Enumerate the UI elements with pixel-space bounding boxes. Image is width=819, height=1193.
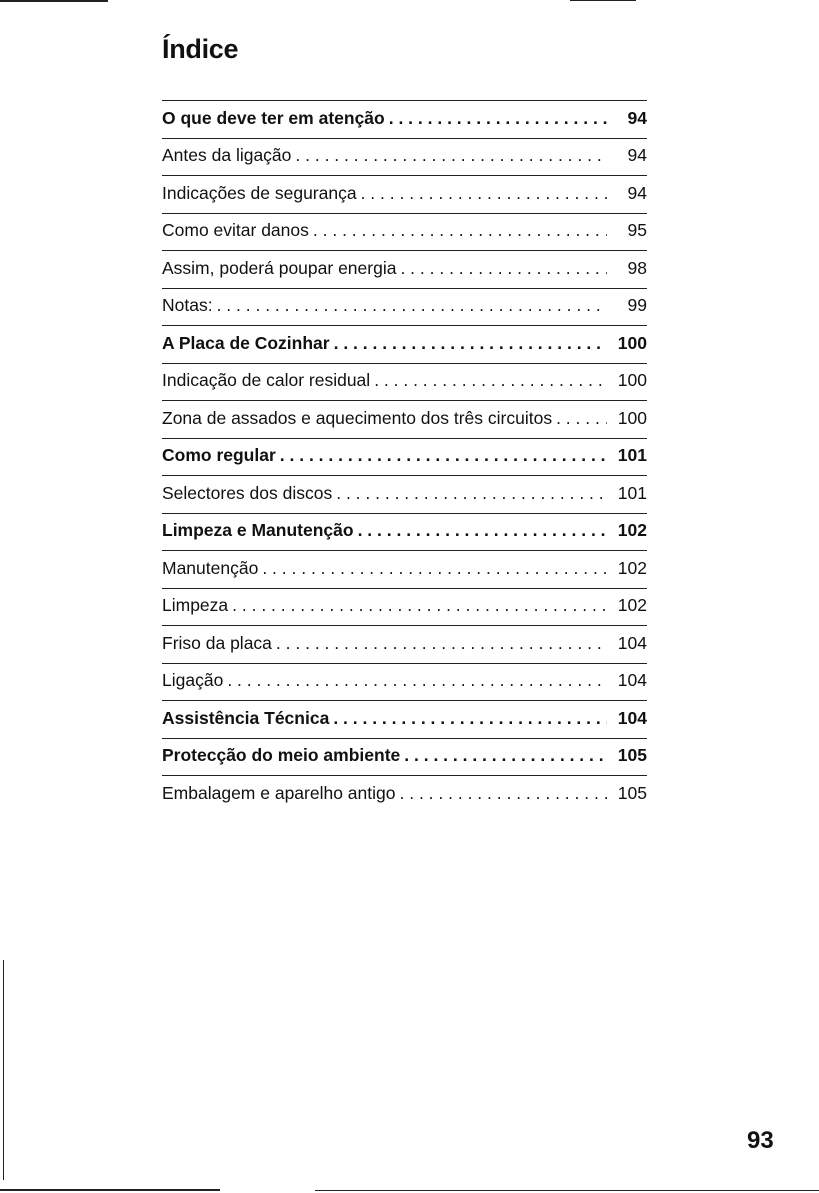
toc-section-row bbox=[162, 438, 647, 476]
toc-dot-leader bbox=[262, 558, 607, 579]
toc-entry-label: Antes da ligação bbox=[162, 145, 292, 165]
toc-entry-row bbox=[162, 213, 647, 251]
toc-entry-label: Indicação de calor residual bbox=[162, 370, 371, 390]
toc-dot-leader bbox=[232, 595, 607, 616]
toc-dot-leader bbox=[358, 520, 607, 541]
toc-entry-page: 94 bbox=[627, 182, 647, 203]
toc-entry-label: Assistência Técnica bbox=[162, 707, 330, 728]
toc-section-row bbox=[162, 700, 647, 738]
toc-entry-page: 95 bbox=[627, 220, 647, 240]
toc-entry-row bbox=[162, 475, 647, 513]
toc-entry-page: 101 bbox=[617, 445, 647, 465]
toc-entry-row bbox=[162, 138, 647, 176]
toc-entry-page: 104 bbox=[617, 707, 647, 728]
toc-dot-leader bbox=[389, 108, 607, 129]
toc-entry-row bbox=[162, 663, 647, 701]
toc-dot-leader bbox=[313, 220, 607, 241]
page-title: Índice bbox=[162, 34, 239, 64]
toc-dot-leader bbox=[400, 783, 608, 804]
toc-entry-label: A Placa de Cozinhar bbox=[162, 332, 330, 353]
toc-entry-page: 94 bbox=[627, 145, 647, 165]
toc-entry-page: 105 bbox=[617, 782, 647, 803]
toc-entry-label: Protecção do meio ambiente bbox=[162, 745, 401, 765]
toc-dot-leader bbox=[334, 333, 607, 354]
toc-entry-page: 102 bbox=[617, 595, 647, 615]
toc-entry-label: Manutenção bbox=[162, 557, 259, 578]
toc-entry-page: 99 bbox=[627, 295, 647, 315]
toc-dot-leader bbox=[276, 633, 607, 654]
toc-entry-page: 102 bbox=[617, 520, 647, 540]
scan-edge-top-right bbox=[570, 0, 636, 1]
toc-dot-leader bbox=[374, 370, 607, 391]
scan-edge-top-left bbox=[0, 0, 108, 2]
toc-entry-row bbox=[162, 400, 647, 438]
toc-entry-page: 104 bbox=[617, 632, 647, 653]
toc-entry-label: Assim, poderá poupar energia bbox=[162, 257, 397, 278]
toc-entry-page: 98 bbox=[627, 257, 647, 278]
toc-entry-page: 100 bbox=[617, 370, 647, 390]
toc-entry-page: 100 bbox=[617, 407, 647, 428]
toc-entry-page: 102 bbox=[617, 557, 647, 578]
toc-entry-row bbox=[162, 250, 647, 288]
toc-entry-row bbox=[162, 775, 647, 813]
toc-dot-leader bbox=[333, 708, 607, 729]
toc-dot-leader bbox=[336, 483, 607, 504]
toc-entry-label: Notas: bbox=[162, 295, 213, 315]
toc-entry-label: Limpeza bbox=[162, 595, 229, 615]
toc-entry-label: Indicações de segurança bbox=[162, 182, 357, 203]
toc-entry-page: 101 bbox=[617, 482, 647, 503]
toc-section-row bbox=[162, 738, 647, 776]
toc-dot-leader bbox=[217, 295, 607, 316]
toc-entry-label: Selectores dos discos bbox=[162, 482, 333, 503]
toc-section-row bbox=[162, 100, 647, 138]
toc-dot-leader bbox=[280, 445, 607, 466]
toc-section-row bbox=[162, 513, 647, 551]
toc-entry-label: Ligação bbox=[162, 670, 224, 690]
toc-entry-row bbox=[162, 288, 647, 326]
toc-dot-leader bbox=[404, 745, 607, 766]
scan-edge-bottom-right bbox=[315, 1190, 819, 1191]
toc-entry-row bbox=[162, 625, 647, 663]
toc-entry-row bbox=[162, 175, 647, 213]
toc-entry-page: 100 bbox=[617, 332, 647, 353]
page-number: 93 bbox=[747, 1127, 774, 1154]
toc-entry-label: Embalagem e aparelho antigo bbox=[162, 782, 396, 803]
toc-entry-label: Limpeza e Manutenção bbox=[162, 520, 354, 540]
toc-dot-leader bbox=[227, 670, 607, 691]
toc-entry-label: Friso da placa bbox=[162, 632, 272, 653]
toc-entry-row bbox=[162, 363, 647, 401]
toc-dot-leader bbox=[361, 183, 607, 204]
scan-edge-left bbox=[3, 960, 4, 1180]
toc-entry-label: Como evitar danos bbox=[162, 220, 309, 240]
toc-dot-leader bbox=[400, 258, 607, 279]
toc-dot-leader bbox=[556, 408, 607, 429]
toc-entry-page: 104 bbox=[617, 670, 647, 690]
scan-edge-bottom-left bbox=[0, 1189, 220, 1191]
table-of-contents bbox=[162, 100, 647, 813]
toc-entry-page: 94 bbox=[627, 107, 647, 128]
toc-entry-page: 105 bbox=[617, 745, 647, 765]
toc-entry-label: Zona de assados e aquecimento dos três circuitos bbox=[162, 407, 553, 428]
toc-dot-leader bbox=[295, 145, 607, 166]
toc-section-row bbox=[162, 325, 647, 363]
toc-entry-row bbox=[162, 550, 647, 588]
toc-entry-label: O que deve ter em atenção bbox=[162, 107, 385, 128]
toc-entry-row bbox=[162, 588, 647, 626]
toc-entry-label: Como regular bbox=[162, 445, 276, 465]
